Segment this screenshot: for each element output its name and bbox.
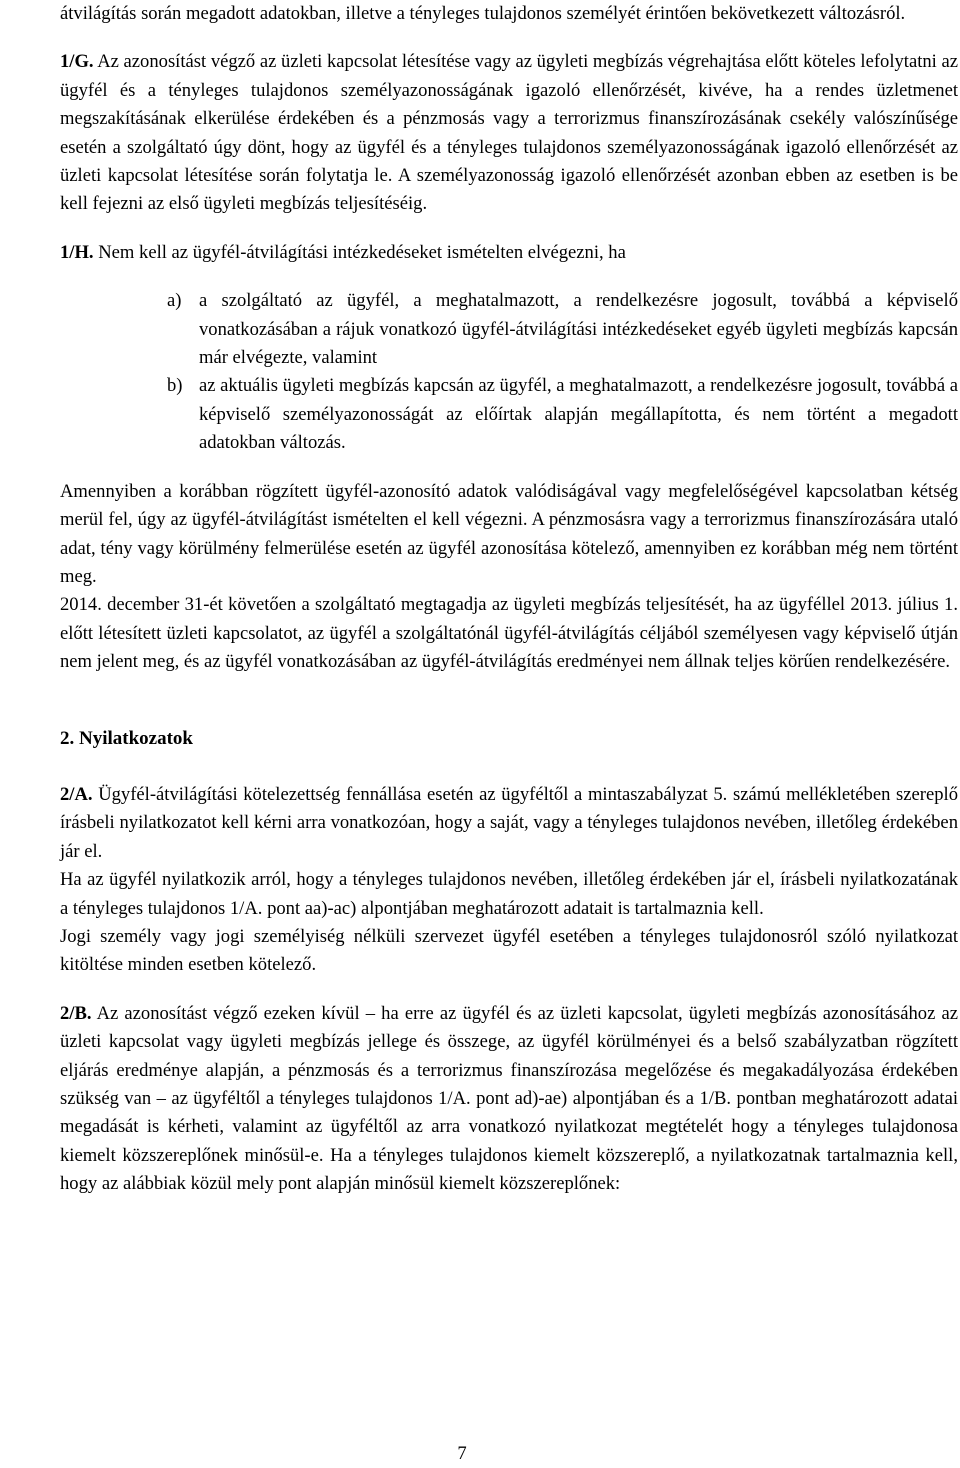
paragraph-amennyiben: Amennyiben a korábban rögzített ügyfél-azonosító adatok valódiságával vagy megfelelőségével kapcsolatban kétség merül fel, úgy az ügyfél-átvilágítást ismételten el kell végezni. A pénzmosásra vagy a terrorizmus finanszírozására utaló adat, tény vagy körülmény felmerülése esetén az ügyfél azonosítása kötelező, amennyiben ez korábban még nem történt meg. <box>60 480 958 587</box>
list-item-b-label: b) <box>167 375 183 397</box>
section-2a <box>60 781 958 866</box>
paragraph-2014: 2014. december 31-ét követően a szolgáltató megtagadja az ügyleti megbízás teljesítését, ha az ügyféllel 2013. július 1. előtt létesített üzleti kapcsolatot, az ügyfél a szolgáltatónál ügyfél-átvilágítás céljából személyesen vagy képviselő útján nem jelent meg, és az ügyfél vonatkozásában az ügyfél-átvilágítás eredményei nem állnak teljes körűen rendelkezésére. <box>60 594 958 673</box>
section-1g <box>60 48 958 218</box>
page-number: 7 <box>457 1443 467 1464</box>
section-2b <box>60 1000 958 1199</box>
document-page <box>60 0 958 1199</box>
section-1h-text: Nem kell az ügyfél-átvilágítási intézkedéseket ismételten elvégezni, ha <box>93 241 626 263</box>
heading-nyilatkozatok: 2. Nyilatkozatok <box>60 727 193 749</box>
section-2b-text: Az azonosítást végző ezeken kívül – ha erre az ügyfél és az üzleti kapcsolat, ügyleti megbízás azonosításához az üzleti kapcsolat vagy ügyleti megbízás jellege és összege, az ügyfél körülményei és a belső szabályzatban rögzített eljárás eredménye alapján, a pénzmosás és a terrorizmus finanszírozása megelőzése és megakadályozása érdekében szükség van – az ügyféltől a tényleges tulajdonos 1/A. pont ad)-ae) alpontjában és a 1/B. pontban meghatározott adatai megadását is kérheti, valamint az ügyféltől az arra vonatkozó nyilatkozat megtételét hogy a tényleges tulajdonosa kiemelt közszereplőnek minősül-e. Ha a tényleges tulajdonos kiemelt közszereplő, a nyilatkozatnak tartalmaznia kell, hogy az alábbiak közül mely pont alapján minősül kiemelt közszereplőnek: <box>60 1002 958 1195</box>
section-1h-list <box>167 287 958 457</box>
paragraph-top: átvilágítás során megadott adatokban, illetve a tényleges tulajdonos személyét érintően bekövetkezett változásról. <box>60 3 906 24</box>
section-1g-label: 1/G. <box>60 51 94 73</box>
section-2a-text: Ügyfél-átvilágítási kötelezettség fennállása esetén az ügyféltől a mintaszabályzat 5. számú mellékletében szereplő írásbeli nyilatkozatot kell kérni arra vonatkozóan, hogy a saját, vagy a tényleges tulajdonos nevében, illetőleg érdekében jár el. <box>60 783 958 862</box>
section-1h <box>60 239 958 267</box>
section-2a-paragraph-3: Jogi személy vagy jogi személyiség nélküli szervezet ügyfél esetében a tényleges tulajdonosról szóló nyilatkozat kitöltése minden esetben kötelező. <box>60 925 958 976</box>
list-item-b <box>167 372 958 457</box>
list-item-a-label: a) <box>167 290 182 312</box>
section-2a-paragraph-2: Ha az ügyfél nyilatkozik arról, hogy a tényleges tulajdonos nevében, illetőleg érdekében jár el, írásbeli nyilatkozatának a tényleges tulajdonos 1/A. pont aa)-ac) alpontjában meghatározott adatait is tartalmaznia kell. <box>60 869 958 919</box>
section-2a-label: 2/A. <box>60 783 93 805</box>
section-2b-label: 2/B. <box>60 1002 92 1024</box>
list-item-a-text: a szolgáltató az ügyfél, a meghatalmazott, a rendelkezésre jogosult, továbbá a képviselő vonatkozásában a rájuk vonatkozó ügyfél-átvilágítási intézkedéseket egyéb ügyleti megbízás kapcsán már elvégezte, valamint <box>199 290 958 369</box>
section-1g-text: Az azonosítást végző az üzleti kapcsolat létesítése vagy az ügyleti megbízás végrehajtása előtt köteles lefolytatni az ügyfél és a tényleges tulajdonos személyazonosságának igazoló ellenőrzését, kivéve, ha a rendes üzletmenet megszakításának elkerülése érdekében és a pénzmosás vagy a terrorizmus finanszírozásának csekély valószínűsége esetén a szolgáltató úgy dönt, hogy az ügyfél és a tényleges tulajdonos személyazonosságának igazoló ellenőrzését az üzleti kapcsolat létesítése során folytatja le. A személyazonosság igazoló ellenőrzését azonban ebben az esetben is be kell fejezni az első ügyleti megbízás teljesítéséig. <box>60 51 958 215</box>
list-item-a <box>167 287 958 372</box>
list-item-b-text: az aktuális ügyleti megbízás kapcsán az ügyfél, a meghatalmazott, a rendelkezésre jogosult, továbbá a képviselő személyazonosságát az előírtak alapján megállapította, és nem történt a megadott adatokban változás. <box>199 375 958 454</box>
section-1h-label: 1/H. <box>60 241 94 263</box>
